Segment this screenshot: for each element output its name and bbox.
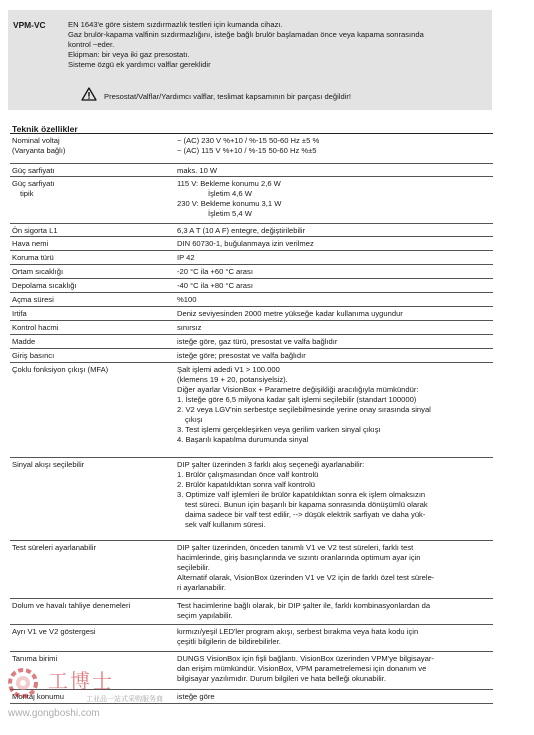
gear-logo-icon bbox=[6, 666, 40, 700]
product-description bbox=[68, 20, 488, 70]
spec-row bbox=[10, 306, 493, 320]
spec-key: Dolum ve havalı tahliye denemeleri bbox=[12, 601, 131, 610]
spec-key: Ayrı V1 ve V2 göstergesi bbox=[12, 627, 96, 636]
spec-row bbox=[10, 540, 493, 598]
spec-key: Çoklu fonksiyon çıkışı (MFA) bbox=[12, 365, 109, 374]
spec-value: DUNGS VisionBox için fişli bağlantı. VisionBox üzerinden VPM'ye bilgisayar- dan erişim mümkündür. VisionBox, VPM parametrelemesi için donanım ve bilgisayar yazılımıdır. Durum bilgileri ve hata belleği okunabilir. bbox=[177, 654, 434, 683]
spec-value: maks. 10 W bbox=[177, 166, 218, 175]
spec-value: DIP şalter üzerinden, önceden tanımlı V1 ve V2 test süreleri, farklı test hacimlerinde, giriş basınçlarında ve sızıntı oranlarında optimum ayar için seçilebilir. Alternatif olarak, VisionBox üzerinden V1 ve V2 için de farklı özel test sürele- ri ayarlanabilir. bbox=[177, 543, 435, 592]
warning-triangle-icon bbox=[81, 87, 97, 101]
spec-row bbox=[10, 320, 493, 334]
spec-row bbox=[10, 362, 493, 457]
spec-row bbox=[10, 278, 493, 292]
spec-value: 6,3 A T (10 A F) entegre, değiştirilebilir bbox=[177, 226, 306, 235]
spec-key: Tanıma birimi bbox=[12, 654, 58, 663]
spec-row bbox=[10, 264, 493, 278]
spec-value: sınırsız bbox=[177, 323, 202, 332]
spec-key: Ön sigorta L1 bbox=[12, 226, 58, 235]
spec-row bbox=[10, 624, 493, 651]
spec-row bbox=[10, 457, 493, 540]
spec-key: Koruma türü bbox=[12, 253, 54, 262]
spec-value: Deniz seviyesinden 2000 metre yükseğe kadar kullanıma uygundur bbox=[177, 309, 403, 318]
product-code-label: VPM-VC bbox=[13, 20, 46, 30]
watermark-url: www.gongboshi.com bbox=[8, 708, 100, 719]
spec-row bbox=[10, 163, 493, 176]
spec-value: isteğe göre; presostat ve valfa bağlıdır bbox=[177, 351, 306, 360]
spec-value: -40 °C ila +80 °C arası bbox=[177, 281, 253, 290]
description-line: EN 1643'e göre sistem sızdırmazlık testleri için kumanda cihazı. bbox=[68, 19, 283, 29]
spec-value: DIP şalter üzerinden 3 farklı akış seçeneği ayarlanabilir: 1. Brülör çalışmasından önce valf kontrolü 2. Brülör kapatıldıktan sonra valf kontrolü 3. Optimize valf işlemleri ile brülör kapatıldıktan sonra ek işlem olmaksızın test süreci. Bunun için başarılı bir kapama sonrasında dönüşümlü olarak daima sadece bir valf test edilir, --> düşük elektrik sarfiyatı ve daha yük- sek valf kullanım süresi. bbox=[177, 460, 428, 529]
description-line: kontrol −eder. bbox=[68, 39, 115, 49]
spec-key: Depolama sıcaklığı bbox=[12, 281, 77, 290]
spec-row bbox=[10, 334, 493, 348]
spec-value: kırmızı/yeşil LED'ler program akışı, serbest bırakma veya hata kodu için çeşitli bilgilerin de bildirebilirler. bbox=[177, 627, 419, 646]
spec-key: Madde bbox=[12, 337, 36, 346]
spec-key: Kontrol hacmi bbox=[12, 323, 59, 332]
spec-value: ~ (AC) 230 V %+10 / %-15 50-60 Hz ±5 % ~ (AC) 115 V %+10 / %-15 50-60 Hz %±5 bbox=[177, 136, 320, 155]
spec-row bbox=[10, 223, 493, 236]
spec-key: Ortam sıcaklığı bbox=[12, 267, 64, 276]
spec-key: Nominal voltaj (Varyanta bağlı) bbox=[12, 136, 66, 155]
description-line: Gaz brulör-kapama valfinin sızdırmazlığını, isteğe bağlı brulör başlamadan önce veya kapama sonrasında bbox=[68, 29, 424, 39]
spec-value: -20 °C ila +60 °C arası bbox=[177, 267, 253, 276]
spec-row bbox=[10, 348, 493, 362]
spec-value: isteğe göre, gaz türü, presostat ve valfa bağlıdır bbox=[177, 337, 338, 346]
spec-value: %100 bbox=[177, 295, 197, 304]
spec-key: Hava nemi bbox=[12, 239, 49, 248]
spec-value: DIN 60730-1, buğulanmaya izin verilmez bbox=[177, 239, 314, 248]
spec-key: Açma süresi bbox=[12, 295, 54, 304]
specs-table bbox=[10, 133, 493, 704]
spec-value: isteğe göre bbox=[177, 692, 215, 701]
warning-note: Presostat/Valflar/Yardımcı valflar, teslimat kapsamının bir parçası değildir! bbox=[104, 92, 352, 101]
spec-row bbox=[10, 176, 493, 223]
spec-value: Şalt işlemi adedi V1 > 100.000 (klemens 19 + 20, potansiyelsiz). Diğer ayarlar VisionBox + Parametre değişikliği aracılığıyla mümkündür: 1. İsteğe göre 6,5 milyona kadar şalt işlemi seçilebilir (standart 100000) 2. V2 veya LGV'nin serbestçe seçilebilmesinde yerine onay sırasında sinyal çıkışı 3. Test işlemi gerçekleşirken veya gerilim varken sinyal çıkışı 4. Başarılı kapatılma durumunda sinyal bbox=[177, 365, 431, 444]
spec-key: Sinyal akışı seçilebilir bbox=[12, 460, 85, 469]
spec-row bbox=[10, 292, 493, 306]
spec-row bbox=[10, 598, 493, 624]
spec-key: Montaj konumu bbox=[12, 692, 64, 701]
watermark bbox=[6, 660, 176, 720]
spec-row bbox=[10, 133, 493, 163]
spec-row bbox=[10, 236, 493, 250]
spec-key: Güç sarfiyatı tipik bbox=[12, 179, 55, 198]
spec-row bbox=[10, 250, 493, 264]
description-line: Ekipman: bir veya iki gaz presostatı. bbox=[68, 49, 190, 59]
section-title: Teknik özellikler bbox=[12, 124, 78, 134]
watermark-chinese-title: 工博士 bbox=[48, 669, 114, 693]
spec-value: IP 42 bbox=[177, 253, 195, 262]
spec-value: 115 V: Bekleme konumu 2,6 W İşletim 4,6 W 230 V: Bekleme konumu 3,1 W İşletim 5,4 W bbox=[177, 179, 282, 218]
watermark-subtitle: 工业品一站式采购服务商 bbox=[86, 695, 163, 703]
spec-value: Test hacimlerine bağlı olarak, bir DIP şalter ile, farklı kombinasyonlardan da seçim yapılabilir. bbox=[177, 601, 431, 620]
spec-key: Güç sarfiyatı bbox=[12, 166, 55, 175]
description-line: Sisteme özgü ek yardımcı valflar gereklidir bbox=[68, 59, 211, 69]
spec-key: Giriş basıncı bbox=[12, 351, 55, 360]
spec-key: Test süreleri ayarlanabilir bbox=[12, 543, 96, 552]
spec-key: Irtifa bbox=[12, 309, 27, 318]
